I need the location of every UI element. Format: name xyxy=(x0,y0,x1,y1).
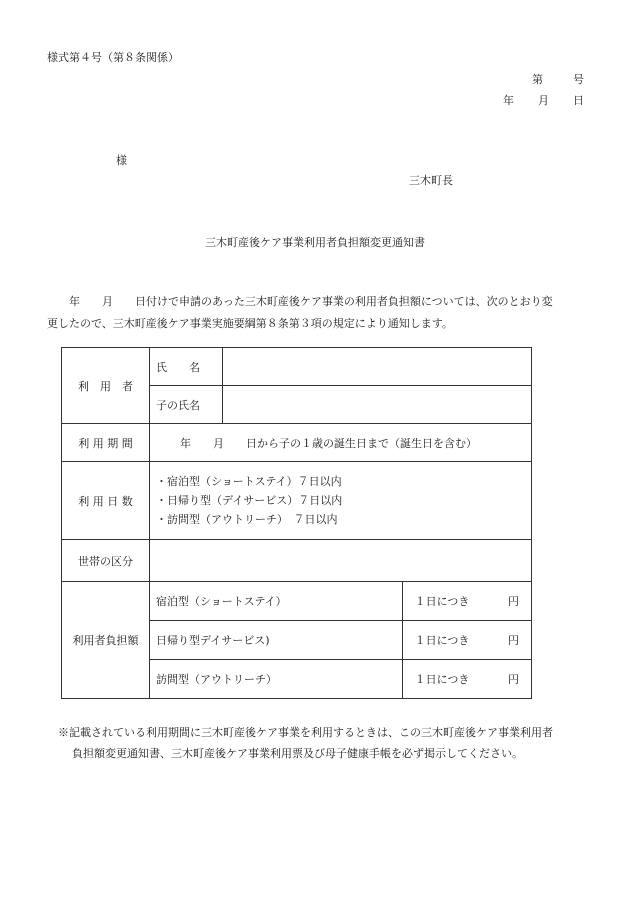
addressee: 様 xyxy=(116,154,127,167)
yen-unit: 円 xyxy=(508,673,519,686)
household-label: 世帯の区分 xyxy=(62,540,150,582)
burden-type-overnight: 宿泊型（ショートステイ） xyxy=(150,582,403,621)
document-title: 三木町産後ケア事業利用者負担額変更通知書 xyxy=(205,236,425,249)
body-line-1: 年 月 日付けで申請のあった三木町産後ケア事業の利用者負担額については、次のとおり変 xyxy=(69,295,553,308)
burden-type-visit: 訪問型（アウトリーチ） xyxy=(150,660,403,699)
burden-type-daytrip: 日帰り型デイサービス) xyxy=(150,621,403,660)
document-number xyxy=(532,71,584,87)
child-name-label: 子の氏名 xyxy=(150,386,223,424)
per-day-label: １日につき xyxy=(414,595,470,608)
footnote xyxy=(58,722,598,764)
days-label: 利 用 日 数 xyxy=(62,462,150,540)
body-text xyxy=(47,291,587,335)
doc-number-suffix: 号 xyxy=(573,73,584,86)
user-label: 利 用 者 xyxy=(62,348,150,424)
doc-number-label: 第 xyxy=(532,73,543,86)
days-item-overnight: ・宿泊型（ショートステイ）７日以内 xyxy=(156,475,342,488)
burden-amount-daytrip xyxy=(402,621,531,660)
per-day-label: １日につき xyxy=(414,673,470,686)
body-line-2: 更したので、三木町産後ケア事業実施要綱第８条第３項の規定により通知します。 xyxy=(47,317,453,330)
period-value: 年 月 日から子の１歳の誕生日まで（誕生日を含む） xyxy=(150,424,532,462)
days-item-visit: ・訪問型（アウトリーチ） ７日以内 xyxy=(156,513,338,526)
sender: 三木町長 xyxy=(409,174,453,187)
burden-amount-overnight xyxy=(402,582,531,621)
per-day-label: １日につき xyxy=(414,634,470,647)
burden-amount-visit xyxy=(402,660,531,699)
name-label: 氏 名 xyxy=(150,348,223,386)
days-list xyxy=(150,462,532,540)
footnote-line-1: ※記載されている利用期間に三木町産後ケア事業を利用するときは、この三木町産後ケア事業利用者 xyxy=(58,726,553,739)
yen-unit: 円 xyxy=(508,634,519,647)
child-name-value xyxy=(223,386,532,424)
days-item-daytrip: ・日帰り型（デイサービス）７日以内 xyxy=(156,494,343,507)
burden-label: 利用者負担額 xyxy=(62,582,150,699)
footnote-line-2: 負担額変更通知書、三木町産後ケア事業利用票及び母子健康手帳を必ず掲示してください。 xyxy=(72,747,523,760)
date-day: 日 xyxy=(573,94,584,107)
details-table xyxy=(61,347,532,699)
household-value xyxy=(150,540,532,582)
date-month: 月 xyxy=(538,94,549,107)
yen-unit: 円 xyxy=(508,595,519,608)
name-value xyxy=(223,348,532,386)
period-label: 利 用 期 間 xyxy=(62,424,150,462)
issue-date xyxy=(503,92,584,108)
date-year: 年 xyxy=(503,94,514,107)
form-number: 様式第４号（第８条関係） xyxy=(47,51,179,64)
